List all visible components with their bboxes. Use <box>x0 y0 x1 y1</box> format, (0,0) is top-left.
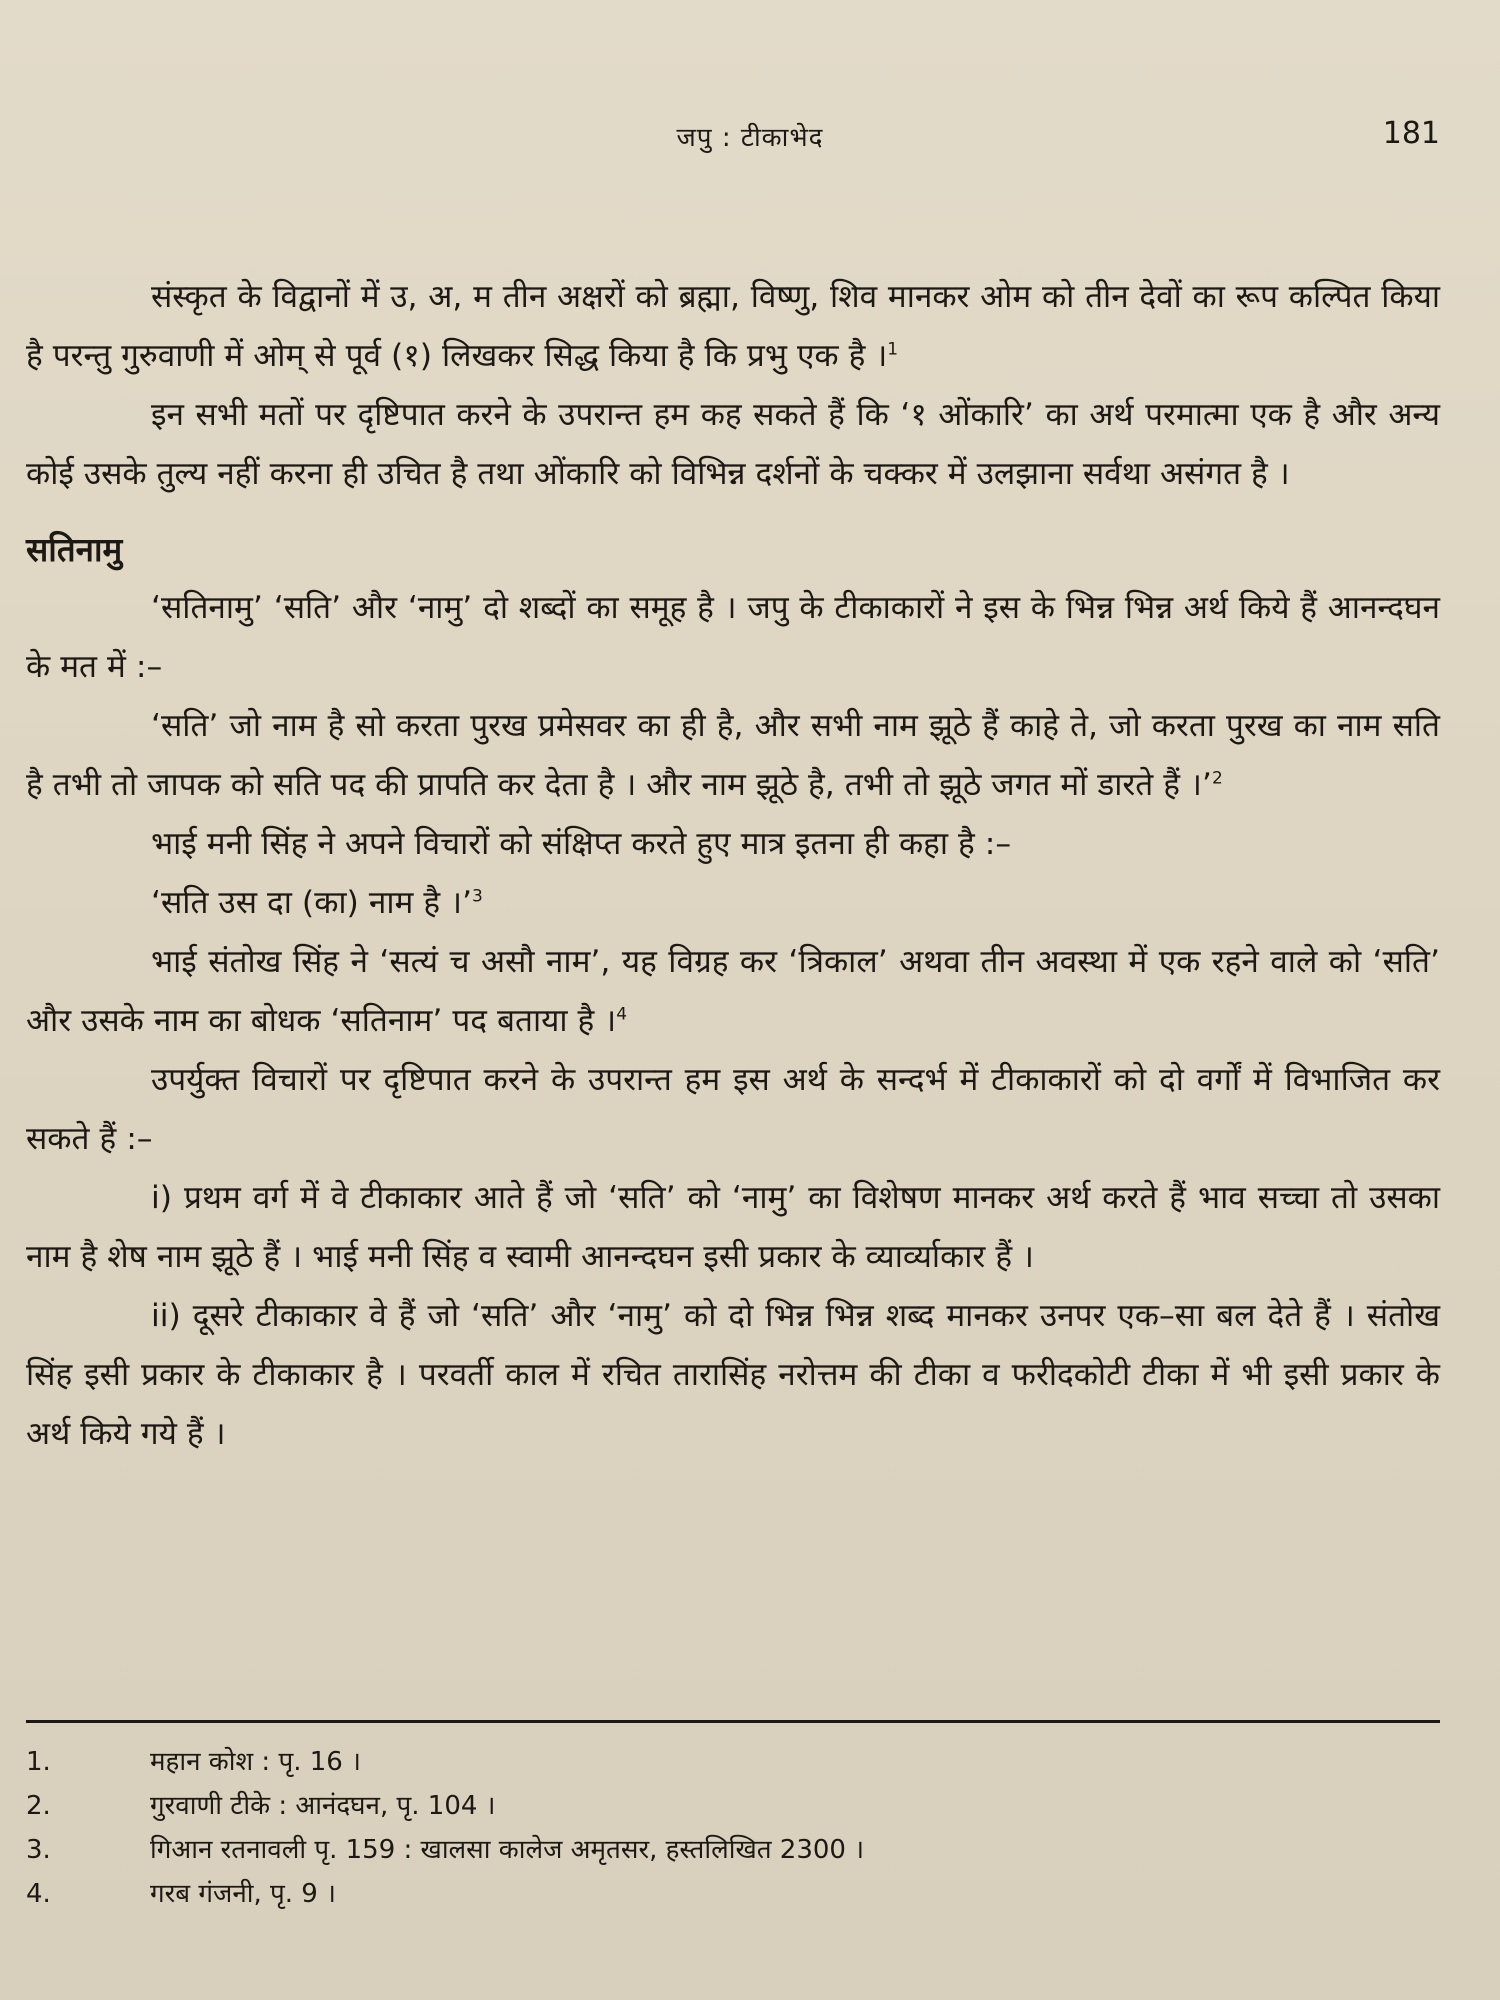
footnote <box>26 1872 1440 1916</box>
paragraph: भाई संतोख सिंह ने ‘सत्यं च असौ नाम’, यह विग्रह कर ‘त्रिकाल’ अथवा तीन अवस्था में एक रहने वाले को ‘सति’ और उसके नाम का बोधक ‘सतिनाम’ पद बताया है ।$^4$ <box>26 944 1440 1039</box>
footnote-number: 3. <box>26 1835 51 1865</box>
footnote-marker: 3 <box>472 886 483 907</box>
section-heading: सतिनामु <box>26 530 123 569</box>
page-header <box>0 112 1500 162</box>
page-number: 181 <box>1382 116 1440 151</box>
footnote <box>26 1784 1440 1828</box>
paragraph: ‘सति उस दा (का) नाम है ।’$^3$ <box>151 885 483 921</box>
footnote-text: गिआन रतनावली पृ. 159 : खालसा कालेज अमृतसर, हस्तलिखित 2300 । <box>150 1835 865 1865</box>
footnote-number: 4. <box>26 1879 51 1909</box>
footnote-number: 2. <box>26 1791 51 1821</box>
paragraph: i) प्रथम वर्ग में वे टीकाकार आते हैं जो ‘सति’ को ‘नामु’ का विशेषण मानकर अर्थ करते हैं भाव सच्चा तो उसका नाम है शेष नाम झूठे हैं । भाई मनी सिंह व स्वामी आनन्दघन इसी प्रकार के व्यार्व्याकार हैं । <box>26 1180 1440 1275</box>
paragraph: इन सभी मतों पर दृष्टिपात करने के उपरान्त हम कह सकते हैं कि ‘१ ओंकारि’ का अर्थ परमात्मा एक है और अन्य कोई उसके तुल्य नहीं करना ही उचित है तथा ओंकारि को विभिन्न दर्शनों के चक्कर में उलझाना सर्वथा असंगत है । <box>26 397 1440 492</box>
footnote-marker: 1 <box>887 339 899 360</box>
footnote-text: गरब गंजनी, पृ. 9 । <box>150 1879 336 1909</box>
footnote-text: गुरवाणी टीके : आनंदघन, पृ. 104 । <box>150 1791 496 1821</box>
footnotes <box>26 1740 1440 1916</box>
paragraph: ‘सतिनामु’ ‘सति’ और ‘नामु’ दो शब्दों का समूह है । जपु के टीकाकारों ने इस के भिन्न भिन्न अर्थ किये हैं आनन्दघन के मत में :– <box>26 590 1440 685</box>
footnote <box>26 1828 1440 1872</box>
paragraph: ii) दूसरे टीकाकार वे हैं जो ‘सति’ और ‘नामु’ को दो भिन्न भिन्न शब्द मानकर उनपर एक–सा बल देते हैं । संतोख सिंह इसी प्रकार के टीकाकार है । परवर्ती काल में रचित तारासिंह नरोत्तम की टीका व फरीदकोटी टीका में भी इसी प्रकार के अर्थ किये गये हैं । <box>26 1298 1440 1452</box>
footnote <box>26 1740 1440 1784</box>
footnote-divider <box>26 1720 1440 1723</box>
running-title: जपु : टीकाभेद <box>676 123 824 153</box>
footnote-number: 1. <box>26 1747 51 1777</box>
footnote-marker: 2 <box>1211 768 1223 789</box>
main-text <box>26 268 1440 1464</box>
paragraph: संस्कृत के विद्वानों में उ, अ, म तीन अक्षरों को ब्रह्मा, विष्णु, शिव मानकर ओम को तीन देवों का रूप कल्पित किया है परन्तु गुरुवाणी में ओम् से पूर्व (१) लिखकर सिद्ध किया है कि प्रभु एक है ।$^1$ <box>26 279 1440 374</box>
footnote-text: महान कोश : पृ. 16 । <box>150 1747 361 1777</box>
paragraph: ‘सति’ जो नाम है सो करता पुरख प्रमेसवर का ही है, और सभी नाम झूठे हैं काहे ते, जो करता पुरख का नाम सति है तभी तो जापक को सति पद की प्रापति कर देता है । और नाम झूठे है, तभी तो झूठे जगत मों डारते हैं ।’$^2$ <box>26 708 1440 803</box>
paragraph: उपर्युक्त विचारों पर दृष्टिपात करने के उपरान्त हम इस अर्थ के सन्दर्भ में टीकाकारों को दो वर्गों में विभाजित कर सकते हैं :– <box>26 1062 1440 1157</box>
footnote-marker: 4 <box>616 1004 628 1025</box>
paragraph: भाई मनी सिंह ने अपने विचारों को संक्षिप्त करते हुए मात्र इतना ही कहा है :– <box>151 826 1012 862</box>
